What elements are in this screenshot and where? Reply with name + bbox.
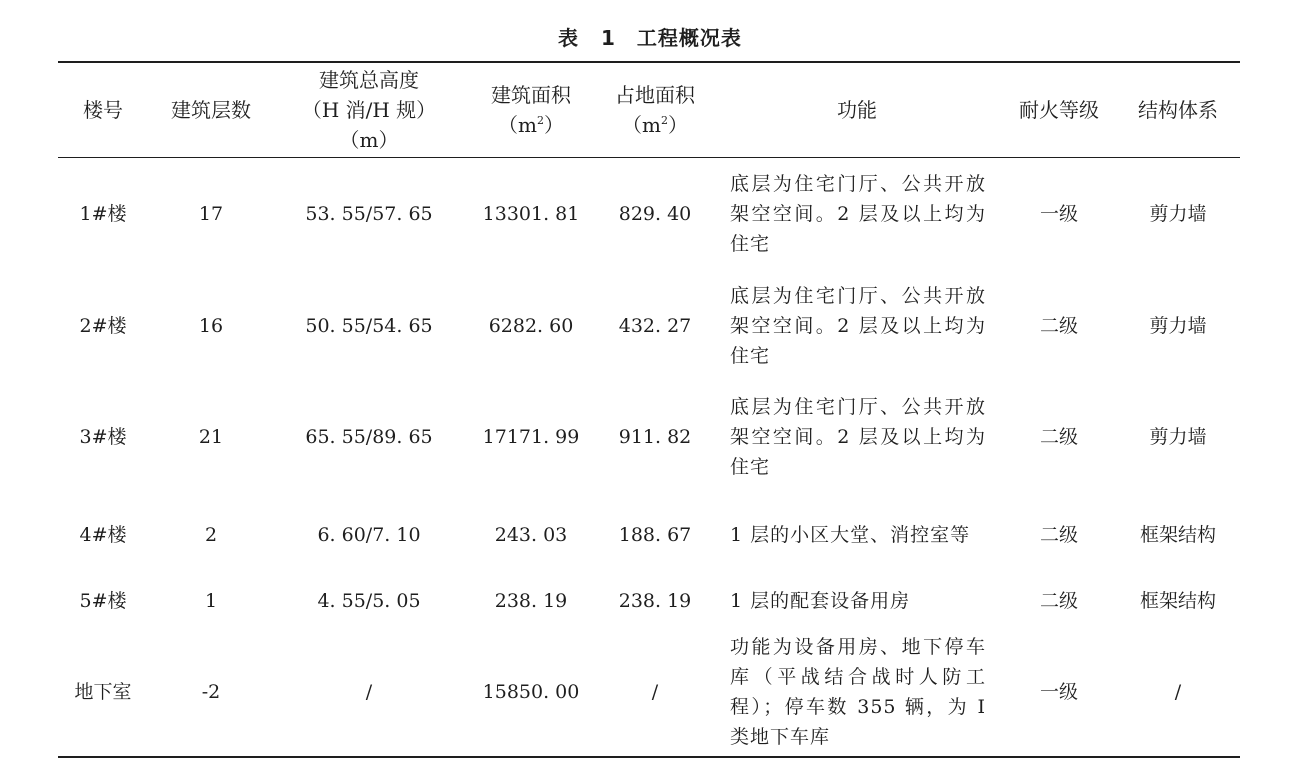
cell-fire-rating: 一级 <box>1039 203 1078 225</box>
header-footprint-close: ） <box>667 113 688 137</box>
cell-height: 65. 55/89. 65 <box>305 426 433 448</box>
cell-footprint: 829. 40 <box>618 203 692 225</box>
cell-area: 238. 19 <box>494 590 568 612</box>
header-building: 楼号 <box>83 98 123 122</box>
cell-floors: 1 <box>204 590 218 612</box>
cell-fire-rating: 二级 <box>1039 590 1078 612</box>
cell-footprint: 188. 67 <box>618 524 692 546</box>
cell-area: 17171. 99 <box>482 426 580 448</box>
cell-area: 243. 03 <box>494 524 568 546</box>
cell-height: 50. 55/54. 65 <box>305 315 433 337</box>
cell-floors: -2 <box>201 681 221 703</box>
cell-function <box>730 584 990 618</box>
header-footprint <box>598 63 712 157</box>
cell-height: 4. 55/5. 05 <box>317 590 421 612</box>
cell-building: 3#楼 <box>79 426 127 448</box>
cell-height: / <box>365 681 373 703</box>
cell-function <box>730 631 990 753</box>
header-height-line2: （H 消/H 规） <box>301 98 437 122</box>
cell-building: 1#楼 <box>79 203 127 225</box>
header-area-line1: 建筑面积 <box>491 83 571 107</box>
header-area-close: ） <box>543 113 564 137</box>
cell-building: 4#楼 <box>79 524 127 546</box>
cell-structure: 框架结构 <box>1139 524 1216 546</box>
table-bottom-rule <box>58 756 1240 758</box>
header-floors: 建筑层数 <box>171 98 251 122</box>
header-structure: 结构体系 <box>1138 98 1218 122</box>
cell-area: 15850. 00 <box>482 681 580 703</box>
cell-fire-rating: 二级 <box>1039 524 1078 546</box>
table-caption: 表 1 工程概况表 <box>558 26 742 50</box>
cell-area: 6282. 60 <box>488 315 574 337</box>
cell-footprint: / <box>651 681 659 703</box>
header-footprint-line1: 占地面积 <box>615 83 695 107</box>
header-area-line2 <box>498 110 564 140</box>
cell-function-text: 底层为住宅门厅、公共开放架空空间。2 层及以上均为住宅 <box>730 285 986 367</box>
header-footprint-sup: 2 <box>660 114 668 127</box>
cell-footprint: 432. 27 <box>618 315 692 337</box>
cell-area: 13301. 81 <box>482 203 580 225</box>
cell-structure: / <box>1174 681 1182 703</box>
header-fire-rating: 耐火等级 <box>1019 98 1099 122</box>
cell-floors: 16 <box>198 315 224 337</box>
cell-function-text: 底层为住宅门厅、公共开放架空空间。2 层及以上均为住宅 <box>730 396 986 478</box>
header-height-line1: 建筑总高度 <box>319 68 419 92</box>
cell-function <box>730 278 990 374</box>
cell-function <box>730 389 990 485</box>
cell-floors: 21 <box>198 426 224 448</box>
cell-fire-rating: 二级 <box>1039 315 1078 337</box>
cell-structure: 剪力墙 <box>1149 426 1207 448</box>
header-footprint-line2 <box>622 110 688 140</box>
header-function: 功能 <box>837 98 877 122</box>
cell-height: 6. 60/7. 10 <box>317 524 421 546</box>
cell-function-text: 1 层的配套设备用房 <box>730 590 911 612</box>
cell-fire-rating: 二级 <box>1039 426 1078 448</box>
header-footprint-unit: （m <box>622 113 661 137</box>
cell-floors: 2 <box>204 524 218 546</box>
header-height-line3: （m） <box>339 128 399 152</box>
cell-function-text: 功能为设备用房、地下停车库（平战结合战时人防工程）；停车数 355 辆，为 I 类地下车库 <box>730 636 986 748</box>
cell-floors: 17 <box>198 203 224 225</box>
cell-function-text: 1 层的小区大堂、消控室等 <box>730 524 971 546</box>
cell-structure: 框架结构 <box>1139 590 1216 612</box>
header-area-sup: 2 <box>536 114 544 127</box>
header-area <box>464 63 598 157</box>
cell-structure: 剪力墙 <box>1149 315 1207 337</box>
cell-building: 5#楼 <box>79 590 127 612</box>
cell-structure: 剪力墙 <box>1149 203 1207 225</box>
cell-fire-rating: 一级 <box>1039 681 1078 703</box>
header-height <box>274 63 464 157</box>
cell-function-text: 底层为住宅门厅、公共开放架空空间。2 层及以上均为住宅 <box>730 173 986 255</box>
cell-function <box>730 166 990 262</box>
cell-function <box>730 503 990 567</box>
header-area-unit: （m <box>498 113 537 137</box>
cell-building: 2#楼 <box>79 315 127 337</box>
cell-footprint: 238. 19 <box>618 590 692 612</box>
cell-building: 地下室 <box>74 681 132 703</box>
table-header-rule <box>58 157 1240 158</box>
cell-footprint: 911. 82 <box>618 426 692 448</box>
cell-height: 53. 55/57. 65 <box>305 203 433 225</box>
